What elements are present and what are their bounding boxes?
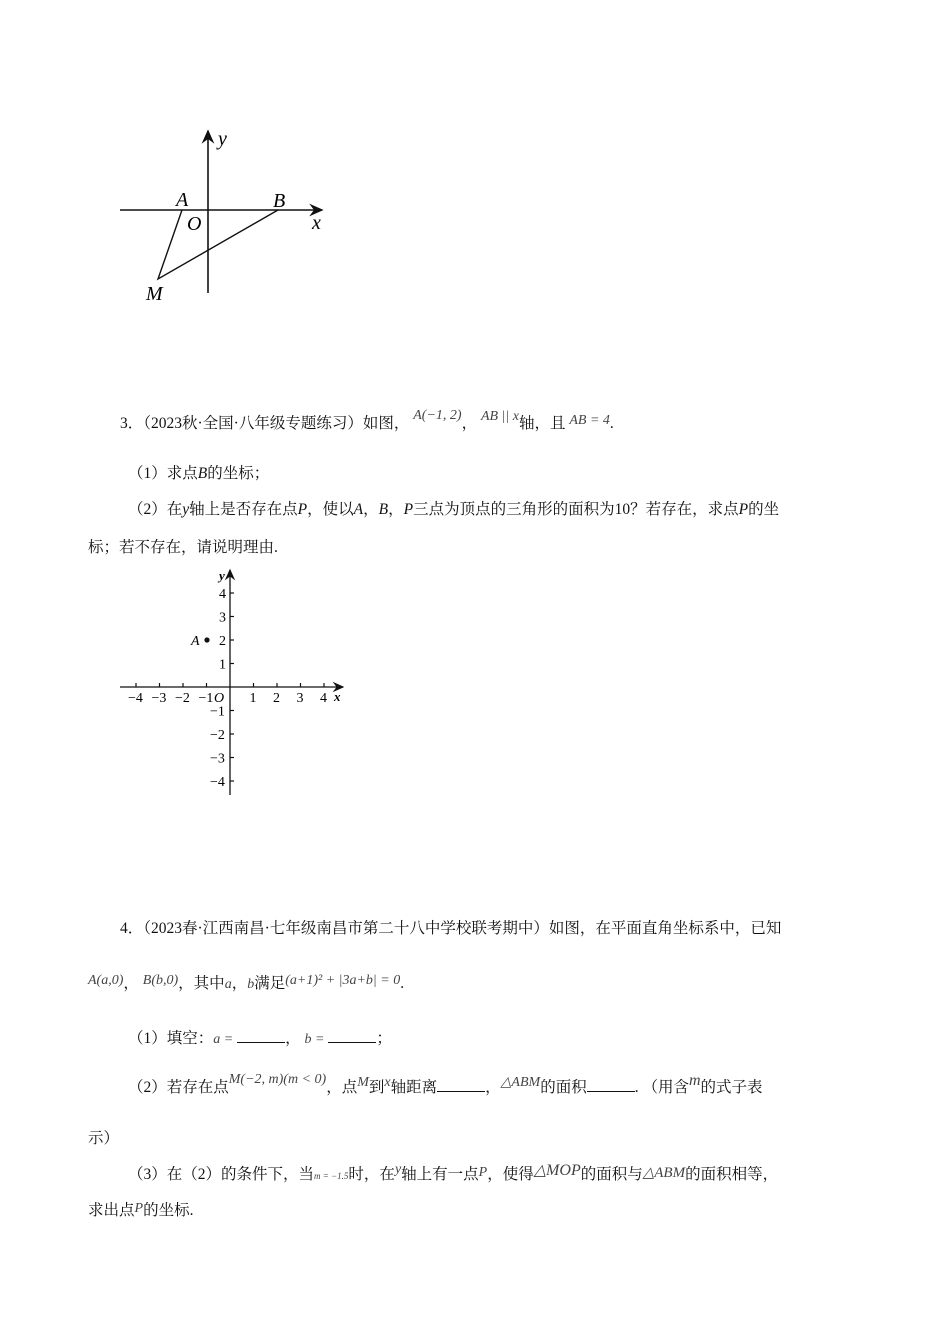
- point-a-dot: [204, 637, 209, 642]
- point-a-label: A: [176, 189, 189, 211]
- y-tick-label: 4: [219, 587, 226, 602]
- x-tick-label: 2: [273, 691, 280, 706]
- math-m-value: m = −1.5: [314, 1171, 349, 1181]
- math-point-a: A(a,0): [88, 973, 124, 988]
- math-equation: (a+1)² + |3a+b| = 0: [285, 973, 401, 988]
- math-point-a: A(−1, 2): [413, 408, 462, 423]
- q4-stem: 4．（2023春·江西南昌·七年级南昌市第二十八中学校联考期中）如图，在平面直角坐标系中，已知: [120, 920, 782, 937]
- origin-label: O: [214, 691, 225, 706]
- math-ab-length: AB = 4: [569, 413, 610, 428]
- q4-part3: （3）在（2）的条件下，当m = −1.5时，在y轴上有一点P，使得△MOP的面积与△ABM的面积相等，: [128, 1162, 779, 1183]
- x-tick-label: 4: [320, 691, 327, 706]
- math-ab-parallel-x: AB || x: [480, 409, 519, 424]
- origin-label: O: [187, 213, 202, 235]
- y-tick-label: −3: [210, 751, 225, 767]
- tick-labels: [128, 587, 327, 790]
- y-tick-label: −2: [210, 728, 225, 743]
- q3-part2: （2）在y轴上是否存在点P，使以A，B，P三点为顶点的三角形的面积为10？若存在，求点P的坐: [128, 501, 780, 518]
- x-tick-label: −4: [128, 691, 143, 706]
- y-tick-label: 3: [219, 610, 226, 626]
- x-label: x: [312, 212, 321, 234]
- x-label: x: [334, 689, 341, 704]
- x-tick-label: −3: [151, 691, 167, 706]
- triangle-amb: [158, 210, 278, 279]
- math-point-m: M(−2, m)(m < 0): [228, 1072, 327, 1087]
- figure-coordinate-plane: [115, 565, 355, 800]
- answer-blank-a[interactable]: [237, 1028, 285, 1043]
- y-tick-label: −1: [210, 704, 225, 720]
- y-tick-label: 2: [219, 634, 226, 649]
- x-tick-label: −2: [175, 691, 190, 706]
- q3-stem: 3．（2023秋·全国·八年级专题练习）如图， A(−1, 2)， AB || x轴，且 AB = 4.: [120, 408, 614, 432]
- x-tick-label: 1: [249, 691, 257, 706]
- q3-part2-line2: 标；若不存在，请说明理由.: [88, 539, 278, 556]
- answer-blank-area[interactable]: [587, 1077, 635, 1092]
- q4-part2-line2: 示）: [88, 1130, 120, 1147]
- q4-part3-line2: 求出点P的坐标.: [88, 1201, 194, 1219]
- q4-part1: （1）填空：a = ， b = ；: [128, 1030, 392, 1047]
- y-label: y: [218, 128, 227, 150]
- y-tick-label: 1: [219, 657, 226, 673]
- math-point-b: B(b,0): [142, 973, 179, 988]
- point-b-label: B: [273, 190, 286, 212]
- x-tick-label: −1: [198, 691, 214, 706]
- y-label: y: [219, 568, 225, 583]
- x-tick-label: 3: [296, 691, 304, 706]
- point-a-label: A: [191, 634, 200, 649]
- answer-blank-b[interactable]: [328, 1028, 376, 1043]
- answer-blank-distance[interactable]: [437, 1077, 485, 1092]
- y-tick-label: −4: [210, 775, 225, 790]
- q3-part1: （1）求点B的坐标；: [128, 465, 270, 482]
- q4-stem-line2: A(a,0)， B(b,0)，其中a，b满足(a+1)² + |3a+b| = 0.: [88, 973, 405, 992]
- q4-part2: （2）若存在点M(−2, m)(m < 0)，点M到x轴距离 ，△ABM的面积 . （用含m的式子表: [128, 1072, 763, 1096]
- point-m-label: M: [146, 283, 163, 305]
- figure-triangle-abm: [110, 125, 340, 310]
